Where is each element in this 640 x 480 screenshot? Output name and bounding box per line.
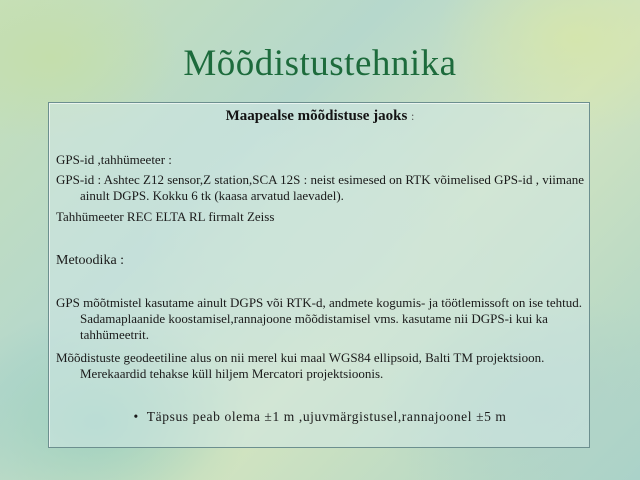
paragraph-tachymeter: Tahhümeeter REC ELTA RL firmalt Zeiss bbox=[56, 209, 275, 224]
paragraph-gps-devices: GPS-id : Ashtec Z12 sensor,Z station,SCA 12S : neist esimesed on RTK võimelised GPS-id , viimane ainult DGPS. Kokku 6 tk (kaasa arvatud laevadel). bbox=[56, 172, 585, 203]
box-heading bbox=[49, 108, 591, 125]
content-box bbox=[48, 102, 590, 448]
paragraph-methodology-heading: Metoodika : bbox=[56, 253, 125, 268]
slide-title: Mõõdistustehnika bbox=[183, 43, 457, 84]
paragraph-gps-measurement: GPS mõõtmistel kasutame ainult DGPS või RTK-d, andmete kogumis- ja töötlemissoft on ise tehtud. Sadamaplaanide koostamisel,rannajoone mõõdistamisel vms. kasutame nii DGPS-i kui ka tahhümeetrit. bbox=[56, 295, 583, 342]
paragraph-equipment: GPS-id ,tahhümeeter : bbox=[56, 152, 172, 167]
accuracy-bullet bbox=[49, 409, 591, 425]
box-heading-text: Maapealse mõõdistuse jaoks bbox=[225, 108, 408, 124]
bullet-icon: • bbox=[133, 409, 139, 424]
accuracy-text: Täpsus peab olema ±1 m ,ujuvmärgistusel,rannajoonel ±5 m bbox=[146, 409, 507, 424]
box-heading-colon: : bbox=[411, 109, 415, 123]
paragraph-geodetic-basis: Mõõdistuste geodeetiline alus on nii merel kui maal WGS84 ellipsoid, Balti TM projektsioon. Merekaardid tehakse küll hiljem Mercatori projektsioonis. bbox=[56, 350, 545, 381]
